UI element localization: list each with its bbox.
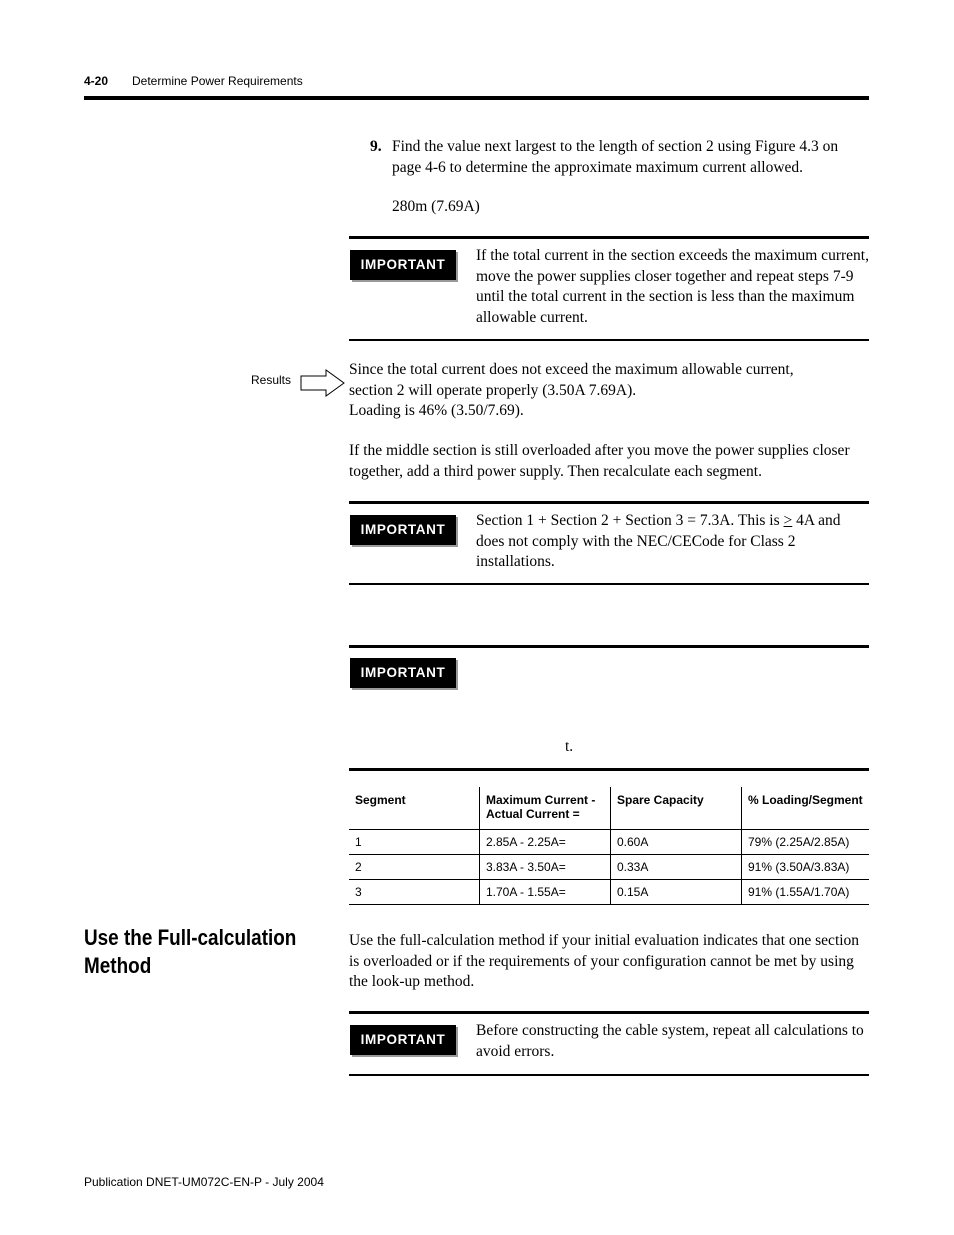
publication-footer: Publication DNET-UM072C-EN-P - July 2004 bbox=[84, 1175, 324, 1189]
column-header: Segment bbox=[349, 787, 480, 830]
important-badge: IMPORTANT bbox=[350, 658, 456, 688]
important-top-rule bbox=[349, 645, 869, 648]
table-cell: 91% (3.50A/3.83A) bbox=[742, 855, 870, 880]
important-bottom-rule bbox=[349, 583, 869, 585]
table-cell: 91% (1.55A/1.70A) bbox=[742, 880, 870, 905]
important-badge: IMPORTANT bbox=[350, 515, 456, 545]
table-cell: 3.83A - 3.50A= bbox=[480, 855, 611, 880]
table-cell: 3 bbox=[349, 880, 480, 905]
important-top-rule bbox=[349, 1011, 869, 1014]
results-arrow-icon bbox=[300, 369, 346, 397]
results-line-1: Since the total current does not exceed the maximum allowable current, bbox=[349, 361, 794, 378]
important-badge: IMPORTANT bbox=[350, 1025, 456, 1055]
important-bottom-rule bbox=[349, 1074, 869, 1076]
results-paragraph-2: If the middle section is still overloaded after you move the power supplies closer together, add a third power supply. Then recalculate each segment. bbox=[349, 442, 850, 480]
important-top-rule bbox=[349, 236, 869, 239]
header-rule bbox=[84, 96, 869, 100]
table-top-rule bbox=[349, 768, 869, 771]
important-text: Before constructing the cable system, repeat all calculations to avoid errors. bbox=[476, 1022, 864, 1060]
segment-table bbox=[349, 787, 869, 905]
column-header: % Loading/Segment bbox=[742, 787, 870, 830]
chapter-title: Determine Power Requirements bbox=[132, 74, 303, 88]
table-cell: 2.85A - 2.25A= bbox=[480, 830, 611, 855]
table-cell: 2 bbox=[349, 855, 480, 880]
table-cell: 1 bbox=[349, 830, 480, 855]
table-row bbox=[349, 830, 869, 855]
column-header: Spare Capacity bbox=[611, 787, 742, 830]
page-number: 4-20 bbox=[84, 74, 109, 88]
section-body: Use the full-calculation method if your initial evaluation indicates that one section is overloaded or if the requirements of your configuration cannot be met by using the look-up method. bbox=[349, 932, 860, 990]
step-text: Find the value next largest to the length of section 2 using Figure 4.3 on page 4-6 to determine the approximate maximum current allowed. bbox=[392, 138, 839, 176]
important-bottom-rule bbox=[349, 339, 869, 341]
important-text: Section 1 + Section 2 + Section 3 = 7.3A. This is > 4A and does not comply with the NEC/CECode for Class 2 installations. bbox=[476, 512, 841, 570]
table-cell: 0.15A bbox=[611, 880, 742, 905]
table-cell: 0.33A bbox=[611, 855, 742, 880]
results-label: Results bbox=[251, 373, 292, 387]
section-heading: Use the Full-calculation Method bbox=[84, 925, 297, 978]
table-row bbox=[349, 855, 869, 880]
table-cell: 1.70A - 1.55A= bbox=[480, 880, 611, 905]
important-text: If the total current in the section exceeds the maximum current, move the power supplies closer together and repeat steps 7-9 until the total current in the section is less than the maximum allowable current. bbox=[476, 247, 869, 326]
results-line-3: Loading is 46% (3.50/7.69). bbox=[349, 402, 524, 419]
results-text bbox=[349, 360, 869, 422]
table-cell: 0.60A bbox=[611, 830, 742, 855]
results-line-2: section 2 will operate properly (3.50A 7.69A). bbox=[349, 381, 637, 399]
column-header: Maximum Current - Actual Current = bbox=[480, 787, 611, 830]
important-badge: IMPORTANT bbox=[350, 250, 456, 280]
step-result: 280m (7.69A) bbox=[392, 198, 480, 215]
greater-equal-symbol: > bbox=[783, 512, 793, 529]
table-cell: 79% (2.25A/2.85A) bbox=[742, 830, 870, 855]
table-row bbox=[349, 880, 869, 905]
text-fragment: t. bbox=[565, 738, 574, 755]
important-top-rule bbox=[349, 501, 869, 504]
table-header-row bbox=[349, 787, 869, 830]
step-number: 9. bbox=[370, 138, 382, 155]
